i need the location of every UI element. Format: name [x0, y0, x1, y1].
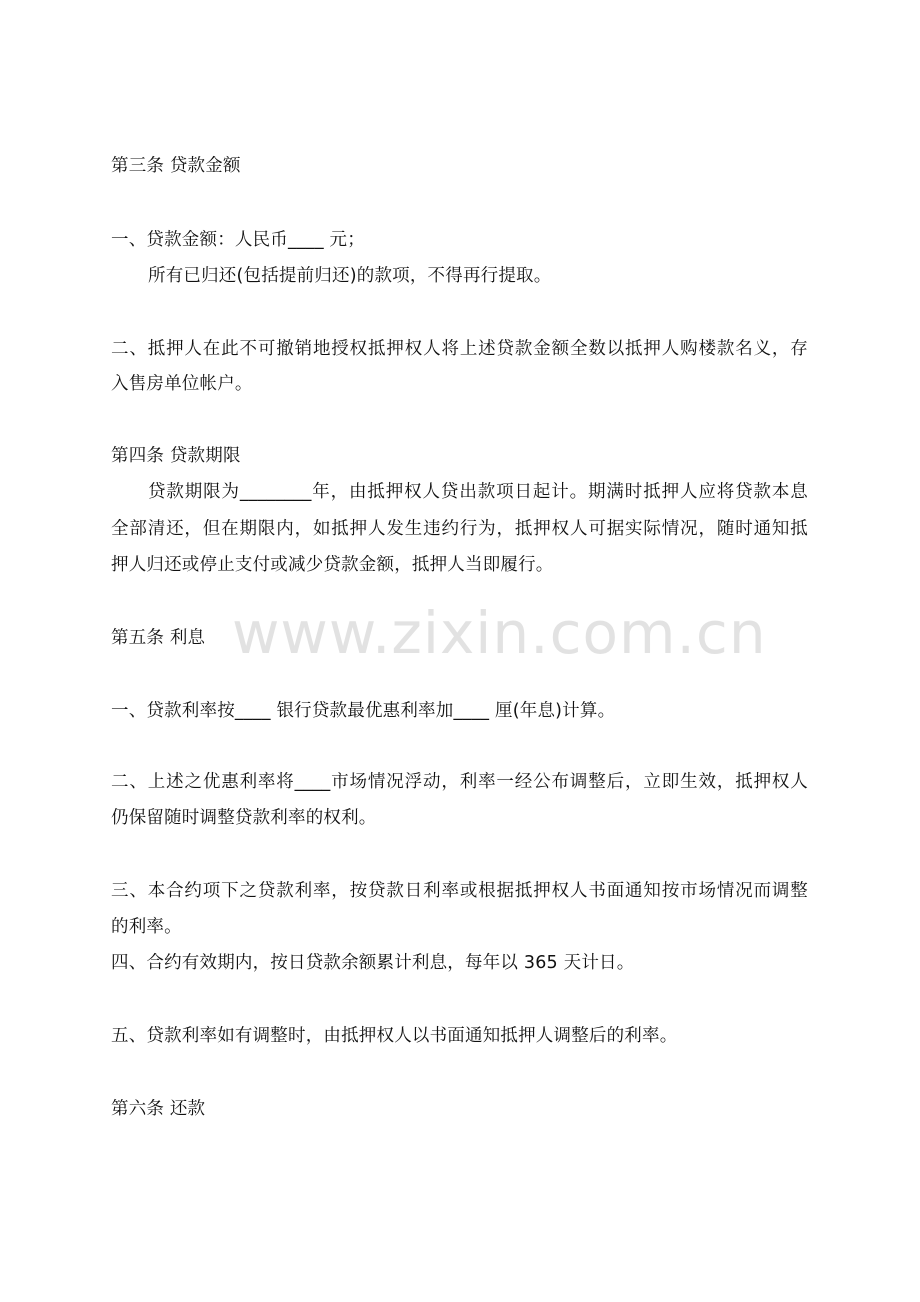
article-3-clause-2-line-2: 入售房单位帐户。 [111, 374, 253, 394]
article-4-heading: 第四条 贷款期限 [111, 446, 241, 466]
article-5-clause-4: 四、合约有效期内，按日贷款余额累计利息，每年以 365 天计日。 [111, 953, 635, 973]
article-5-clause-2-line-2: 仍保留随时调整贷款利率的权利。 [111, 808, 377, 828]
article-3-clause-1: 一、贷款金额：人民币____ 元； [111, 230, 365, 250]
article-5-clause-5: 五、贷款利率如有调整时，由抵押权人以书面通知抵押人调整后的利率。 [111, 1026, 678, 1046]
article-3-clause-1-note: 所有已归还(包括提前归还)的款项，不得再行提取。 [148, 266, 552, 286]
watermark: www.zixin.com.cn [232, 599, 767, 667]
article-5-clause-2-line-1: 二、上述之优惠利率将____市场情况浮动，利率一经公布调整后，立即生效，抵押权人 [111, 772, 808, 792]
article-3-heading: 第三条 贷款金额 [111, 156, 241, 176]
article-5-heading: 第五条 利息 [111, 628, 206, 648]
article-6-heading: 第六条 还款 [111, 1099, 206, 1119]
article-4-line-1: 贷款期限为________年，由抵押权人贷出款项日起计。期满时抵押人应将贷款本息 [148, 482, 808, 502]
article-3-clause-2-line-1: 二、抵押人在此不可撤销地授权抵押权人将上述贷款金额全数以抵押人购楼款名义，存 [111, 339, 808, 359]
article-4-line-3: 押人归还或停止支付或减少贷款金额，抵押人当即履行。 [111, 555, 554, 575]
article-4-line-2: 全部清还，但在期限内，如抵押人发生违约行为，抵押权人可据实际情况，随时通知抵 [111, 519, 808, 539]
article-5-clause-1: 一、贷款利率按____ 银行贷款最优惠利率加____ 厘(年息)计算。 [111, 701, 616, 721]
article-5-clause-3-line-2: 的利率。 [111, 917, 182, 937]
article-5-clause-3-line-1: 三、本合约项下之贷款利率，按贷款日利率或根据抵押权人书面通知按市场情况而调整 [111, 881, 808, 901]
